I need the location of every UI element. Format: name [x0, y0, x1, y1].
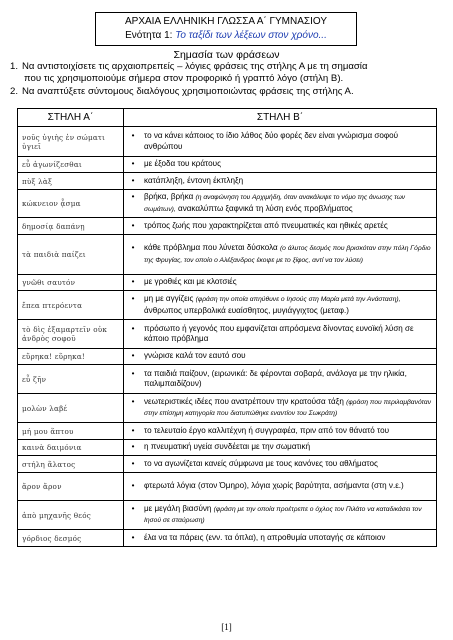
- table-row: [18, 173, 437, 190]
- section-subtitle: Σημασία των φράσεων: [173, 49, 280, 61]
- column-a-phrase: τὸ δὶς ἐξαμαρτεῖν οὐκ ἀνδρὸς σοφοῦ: [18, 320, 124, 349]
- meaning-main: με έξοδα του κράτους: [144, 159, 221, 169]
- meaning-note: (φράση που περιλαμβανόταν στην επίσημη κατηγορία που διατυπώθηκε εναντίον του Σωκράτη): [144, 398, 432, 417]
- column-b-meaning: [124, 275, 437, 291]
- column-a-phrase: πὺξ λὰξ: [18, 173, 124, 190]
- table-row: [18, 218, 437, 235]
- bullet-icon: •: [131, 396, 135, 406]
- meaning-text: [144, 459, 436, 470]
- meaning-main: ανακαλύπτω ξαφνικά τη λύση ενός προβλήματος: [175, 203, 353, 213]
- instruction-1: [10, 61, 442, 85]
- instruction-text: Να αναπτύξετε σύντομους διαλόγους χρησιμοποιώντας φράσεις της στήλης Α.: [22, 86, 354, 97]
- meaning-main: νεωτεριστικές ιδέες που ανατρέπουν την κρατούσα τάξη: [144, 396, 347, 406]
- bullet-icon: •: [131, 159, 135, 169]
- meaning-note: (φράση την οποία απηύθυνε ο Ιησούς στη Μαρία μετά την Ανάσταση),: [195, 296, 401, 303]
- bullet-icon: •: [131, 192, 135, 201]
- table-row: [18, 456, 437, 473]
- unit-label: Ενότητα 1:: [125, 30, 173, 41]
- column-a-phrase: στήλη ἅλατος: [18, 456, 124, 473]
- column-a-phrase: ἔπεα πτερόεντα: [18, 291, 124, 320]
- table-row: [18, 530, 437, 547]
- column-b-meaning: [124, 291, 437, 320]
- meaning-note: (φράση με την οποία προέτρεπε ο όχλος τον Πιλάτο να καταδικάσει τον Ιησού σε σταύρωση): [144, 505, 422, 524]
- table-row: [18, 394, 437, 423]
- meaning-text: [144, 159, 436, 170]
- meaning-text: [144, 324, 436, 345]
- bullet-icon: •: [131, 277, 135, 287]
- column-a-phrase: εὖ ζῆν: [18, 365, 124, 394]
- bullet-icon: •: [131, 458, 135, 468]
- column-b-meaning: [124, 501, 437, 530]
- document-title: ΑΡΧΑΙΑ ΕΛΛΗΝΙΚΗ ΓΛΩΣΣΑ Α΄ ΓΥΜΝΑΣΙΟΥ: [125, 16, 327, 27]
- instruction-number: 2.: [10, 86, 19, 97]
- table-body: [18, 127, 437, 547]
- bullet-icon: •: [131, 503, 135, 513]
- meaning-text: [144, 131, 436, 152]
- column-b-meaning: [124, 530, 437, 547]
- bullet-icon: •: [131, 294, 135, 303]
- instruction-text: Να αντιστοιχίσετε τις αρχαιοπρεπείς – λόγιες φράσεις της στήλης Α με τη σημασία: [22, 61, 368, 72]
- column-a-phrase: δημοσίᾳ δαπάνῃ: [18, 218, 124, 235]
- column-b-meaning: [124, 349, 437, 365]
- meaning-main: κατάπληξη, έντονη έκπληξη: [144, 175, 244, 185]
- meaning-main: κάθε πρόβλημα που λύνεται δύσκολα: [144, 243, 280, 252]
- table-row: [18, 235, 437, 275]
- column-a-phrase: ἀπὸ μηχανῆς θεός: [18, 501, 124, 530]
- column-b-meaning: [124, 394, 437, 423]
- column-a-phrase: καινὰ δαιμόνια: [18, 440, 124, 456]
- meaning-main: με γροθιές και με κλοτσιές: [144, 277, 237, 287]
- column-a-header: ΣΤΗΛΗ Α΄: [18, 109, 124, 127]
- meaning-text: [144, 294, 436, 316]
- table-row: [18, 190, 437, 218]
- meaning-main: η πνευματική υγεία συνδέεται με την σωματική: [144, 442, 311, 452]
- column-b-meaning: [124, 456, 437, 473]
- meaning-main: μη με αγγίζεις: [144, 294, 196, 303]
- meaning-text: [144, 277, 436, 288]
- table-row: [18, 349, 437, 365]
- column-b-meaning: [124, 320, 437, 349]
- title-box: [95, 12, 357, 46]
- column-a-phrase: γόρδιος δεσμός: [18, 530, 124, 547]
- meaning-main: βρήκα, βρήκα: [144, 192, 196, 201]
- meaning-text: [144, 397, 436, 420]
- column-b-meaning: [124, 235, 437, 275]
- table-row: [18, 440, 437, 456]
- meaning-text: [144, 192, 436, 215]
- meaning-main: τρόπος ζωής που χαρακτηρίζεται από πνευματικές και ηθικές αρετές: [144, 220, 388, 230]
- column-b-header: ΣΤΗΛΗ Β΄: [124, 109, 437, 127]
- meaning-text: [144, 442, 436, 453]
- table-row: [18, 127, 437, 157]
- bullet-icon: •: [131, 442, 135, 452]
- column-b-meaning: [124, 423, 437, 440]
- bullet-icon: •: [131, 368, 135, 378]
- meaning-main: το τελευταίο έργο καλλιτέχνη ή συγγραφέα, πριν από τον θάνατό του: [144, 425, 390, 435]
- column-a-phrase: ἄρον ἄρον: [18, 473, 124, 501]
- column-a-phrase: κώκνειον ᾆσμα: [18, 190, 124, 218]
- meaning-main: με μεγάλη βιασύνη: [144, 503, 214, 513]
- table-row: [18, 320, 437, 349]
- column-a-phrase: μολὼν λαβέ: [18, 394, 124, 423]
- meaning-main: το να αγωνίζεται κανείς σύμφωνα με τους κανόνες του αθλήματος: [144, 458, 378, 468]
- table-row: [18, 291, 437, 320]
- instruction-number: 1.: [10, 61, 19, 72]
- meaning-note: (η αναφώνηση του Αρχιμήδη, όταν ανακάλυψε το νόμο της άνωσης των σωμάτων),: [144, 194, 406, 213]
- column-a-phrase: μή μου ἅπτου: [18, 423, 124, 440]
- bullet-icon: •: [131, 323, 135, 333]
- bullet-icon: •: [131, 220, 135, 230]
- meaning-text: [144, 243, 436, 266]
- column-b-meaning: [124, 473, 437, 501]
- bullet-icon: •: [131, 175, 135, 185]
- bullet-icon: •: [131, 532, 135, 542]
- matching-table: [17, 108, 437, 547]
- meaning-text: [144, 426, 436, 437]
- meaning-text: [144, 176, 436, 187]
- column-a-phrase: νοῦς ὑγιὴς ἐν σώματι ὑγιεῖ: [18, 127, 124, 157]
- table-row: [18, 473, 437, 501]
- meaning-text: [144, 351, 436, 362]
- meaning-note: (ο άλυτος δεσμός που βρισκόταν στην πόλη Γόρδιο της Φρυγίας, τον οποίο ο Αλέξανδρος έκοψε με το ξίφος, αντί να τον λύσει): [144, 245, 431, 264]
- meaning-text: [144, 369, 436, 390]
- meaning-main: πρόσωπο ή γεγονός που εμφανίζεται απρόσμενα δίνοντας ευνοϊκή λύση σε κάποιο πρόβλημα: [144, 323, 414, 343]
- meaning-main: το να κάνει κάποιος το ίδιο λάθος δύο φορές δεν είναι γνώρισμα σοφού ανθρώπου: [144, 131, 399, 151]
- column-b-meaning: [124, 127, 437, 157]
- meaning-text: [144, 533, 436, 544]
- column-b-meaning: [124, 440, 437, 456]
- instruction-text: που τις χρησιμοποιούμε σήμερα στον προφορικό ή γραπτό λόγο (στήλη Β).: [24, 73, 344, 84]
- meaning-main: τα παιδιά παίζουν, (ειρωνικά: δε φέρονται σοβαρά, ανάλογα με την ηλικία, παλιμπαιδίζουν): [144, 368, 407, 388]
- column-b-meaning: [124, 173, 437, 190]
- table-row: [18, 365, 437, 394]
- instruction-2: [10, 86, 442, 98]
- bullet-icon: •: [131, 243, 135, 252]
- unit-line: [96, 29, 356, 43]
- bullet-icon: •: [131, 481, 135, 491]
- column-b-meaning: [124, 365, 437, 394]
- bullet-icon: •: [131, 425, 135, 435]
- meaning-text: [144, 221, 436, 232]
- meaning-main: άνθρωπος υπερβολικά ευαίσθητος, μυγιάγγιχτος (μεταφ.): [144, 305, 350, 315]
- page-number: [1]: [221, 622, 232, 632]
- unit-name: Το ταξίδι των λέξεων στον χρόνο...: [175, 30, 327, 41]
- column-a-phrase: τὰ παιδιὰ παίζει: [18, 235, 124, 275]
- meaning-main: φτερωτά λόγια (στον Όμηρο), λόγια χωρίς βαρύτητα, ασήμαντα (στη ν.ε.): [144, 481, 404, 491]
- column-a-phrase: εὖ ἀγωνίζεσθαι: [18, 157, 124, 173]
- meaning-main: γνώρισε καλά τον εαυτό σου: [144, 351, 246, 361]
- meaning-main: έλα να τα πάρεις (ενν. τα όπλα), η απροθυμία υποταγής σε κάποιον: [144, 532, 386, 542]
- column-b-meaning: [124, 157, 437, 173]
- column-a-phrase: εὕρηκα! εὕρηκα!: [18, 349, 124, 365]
- table-row: [18, 423, 437, 440]
- column-b-meaning: [124, 190, 437, 218]
- bullet-icon: •: [131, 131, 135, 140]
- meaning-text: [144, 504, 436, 527]
- column-b-meaning: [124, 218, 437, 235]
- table-row: [18, 501, 437, 530]
- meaning-text: [144, 481, 436, 492]
- table-header-row: [18, 109, 437, 127]
- table-row: [18, 157, 437, 173]
- column-a-phrase: γνῶθι σαυτόν: [18, 275, 124, 291]
- table-row: [18, 275, 437, 291]
- bullet-icon: •: [131, 351, 135, 361]
